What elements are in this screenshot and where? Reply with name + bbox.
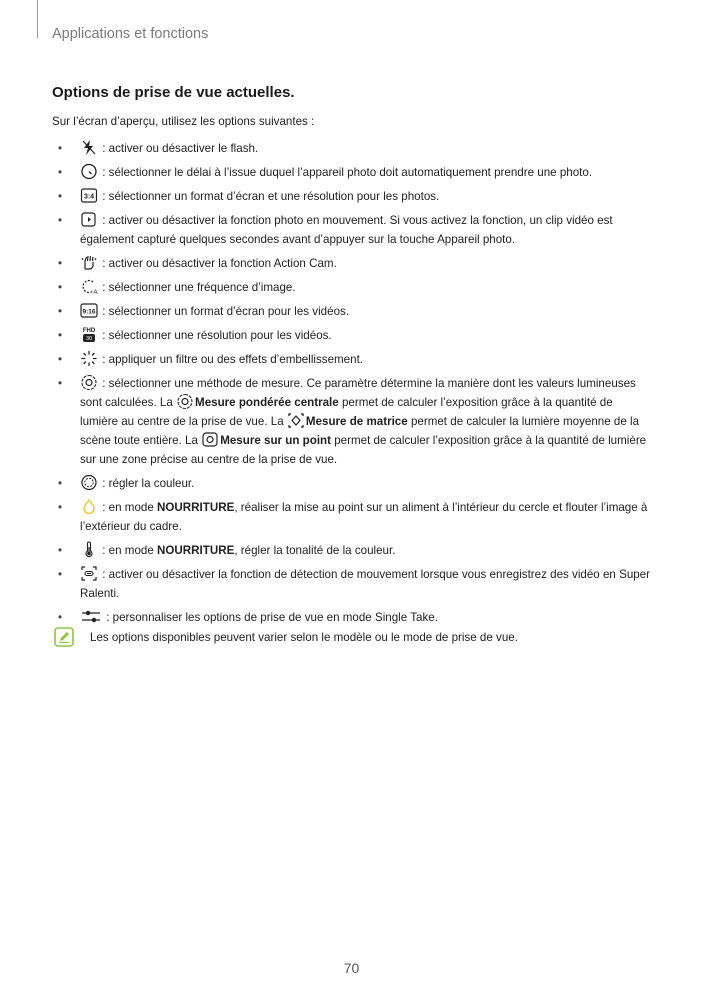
item-text: : sélectionner le délai à l’issue duquel l’appareil photo doit automatiquement prendre une photo. bbox=[99, 166, 593, 179]
focus-blur-icon bbox=[80, 498, 98, 515]
note-text: Les options disponibles peuvent varier selon le modèle ou le mode de prise de vue. bbox=[90, 631, 518, 644]
list-item bbox=[52, 374, 652, 469]
bullet: • bbox=[58, 568, 63, 581]
svg-text:30: 30 bbox=[85, 336, 93, 343]
page-header: Applications et fonctions bbox=[52, 26, 209, 42]
ratio-9-16-icon bbox=[80, 302, 98, 319]
item-text: , réaliser la mise au point sur un aliment à l’intérieur du cercle et flouter l’image à l’extérieur du cadre. bbox=[80, 501, 648, 533]
item-text: : régler la couleur. bbox=[99, 477, 195, 490]
note-pencil-icon bbox=[54, 627, 74, 647]
bullet: • bbox=[58, 611, 63, 624]
svg-text:3:4: 3:4 bbox=[83, 193, 95, 201]
header-rule bbox=[37, 0, 38, 38]
item-text: , régler la tonalité de la couleur. bbox=[234, 544, 396, 557]
ratio-3-4-icon bbox=[80, 187, 98, 204]
matrix-metering-icon bbox=[287, 412, 305, 429]
metering-mode-label: Mesure de matrice bbox=[305, 415, 408, 428]
item-text: : appliquer un filtre ou des effets d’embellissement. bbox=[99, 353, 364, 366]
bullet: • bbox=[58, 501, 63, 514]
svg-text:A: A bbox=[93, 290, 98, 295]
item-text: : activer ou désactiver la fonction Action Cam. bbox=[99, 257, 337, 270]
bullet: • bbox=[58, 214, 63, 227]
list-item bbox=[52, 254, 652, 273]
filter-icon bbox=[80, 350, 98, 367]
list-item bbox=[52, 498, 652, 536]
metering-mode-label: Mesure sur un point bbox=[220, 434, 331, 447]
mode-name: NOURRITURE bbox=[157, 501, 235, 514]
list-item bbox=[52, 163, 652, 182]
item-text: : sélectionner une méthode de mesure. Ce paramètre détermine la manière dont les valeurs lumineuses sont calculées. La bbox=[80, 377, 636, 409]
section-title: Options de prise de vue actuelles. bbox=[52, 84, 295, 101]
item-text: : sélectionner une fréquence d’image. bbox=[99, 281, 296, 294]
bullet: • bbox=[58, 142, 63, 155]
list-item bbox=[52, 211, 652, 249]
metering-mode-label: Mesure pondérée centrale bbox=[195, 396, 339, 409]
bullet: • bbox=[58, 257, 63, 270]
item-text: : sélectionner une résolution pour les vidéos. bbox=[99, 329, 332, 342]
item-text: : sélectionner un format d’écran pour les vidéos. bbox=[99, 305, 350, 318]
spot-metering-icon bbox=[201, 431, 219, 448]
section-intro: Sur l’écran d’aperçu, utilisez les options suivantes : bbox=[52, 115, 315, 128]
item-text: permet de calculer la lumière moyenne de la scène toute entière. La bbox=[80, 415, 640, 447]
center-weighted-metering-icon bbox=[176, 393, 194, 410]
item-text: : en mode bbox=[99, 544, 158, 557]
settings-sliders-icon bbox=[80, 608, 102, 625]
bullet: • bbox=[58, 329, 63, 342]
mode-name: NOURRITURE bbox=[157, 544, 235, 557]
bullet: • bbox=[58, 353, 63, 366]
thermometer-icon bbox=[80, 541, 98, 558]
item-text: : sélectionner un format d’écran et une résolution pour les photos. bbox=[99, 190, 440, 203]
item-text: : en mode bbox=[99, 501, 158, 514]
bullet: • bbox=[58, 544, 63, 557]
list-item bbox=[52, 474, 652, 493]
list-item bbox=[52, 565, 652, 603]
list-item bbox=[52, 278, 652, 297]
bullet: • bbox=[58, 377, 63, 390]
svg-text:FHD: FHD bbox=[82, 328, 96, 334]
bullet: • bbox=[58, 305, 63, 318]
item-text: : activer ou désactiver le flash. bbox=[99, 142, 259, 155]
item-text: permet de calculer l’exposition grâce à la quantité de lumière sur une zone précise au centre de la prise de vue. bbox=[80, 434, 647, 466]
bullet: • bbox=[58, 166, 63, 179]
resolution-fhd-icon bbox=[80, 326, 98, 343]
options-list bbox=[52, 134, 652, 627]
item-text: : activer ou désactiver la fonction de détection de mouvement lorsque vous enregistrez des vidéo en Super Ralenti. bbox=[80, 568, 651, 600]
frame-rate-icon bbox=[80, 278, 98, 295]
list-item bbox=[52, 326, 652, 345]
timer-icon bbox=[80, 163, 98, 180]
item-text: : personnaliser les options de prise de vue en mode Single Take. bbox=[103, 611, 438, 624]
item-text: : activer ou désactiver la fonction photo en mouvement. Si vous activez la fonction, un clip vidéo est également capturé quelques secondes avant d’appuyer sur la touche Appareil photo. bbox=[80, 214, 613, 246]
list-item bbox=[52, 350, 652, 369]
bullet: • bbox=[58, 477, 63, 490]
list-item bbox=[52, 302, 652, 321]
list-item bbox=[52, 187, 652, 206]
svg-text:9:16: 9:16 bbox=[82, 308, 96, 316]
bullet: • bbox=[58, 190, 63, 203]
motion-detection-icon bbox=[80, 565, 98, 582]
flash-icon bbox=[80, 139, 98, 156]
metering-icon bbox=[80, 374, 98, 391]
color-tone-icon bbox=[80, 474, 98, 491]
item-text: permet de calculer l’exposition grâce à la quantité de lumière au centre de la prise de vue. La bbox=[80, 396, 613, 428]
list-item bbox=[52, 608, 652, 627]
page-number: 70 bbox=[343, 960, 360, 976]
list-item bbox=[52, 139, 652, 158]
list-item bbox=[52, 541, 652, 560]
motion-photo-icon bbox=[80, 211, 98, 228]
action-cam-icon bbox=[80, 254, 98, 271]
bullet: • bbox=[58, 281, 63, 294]
